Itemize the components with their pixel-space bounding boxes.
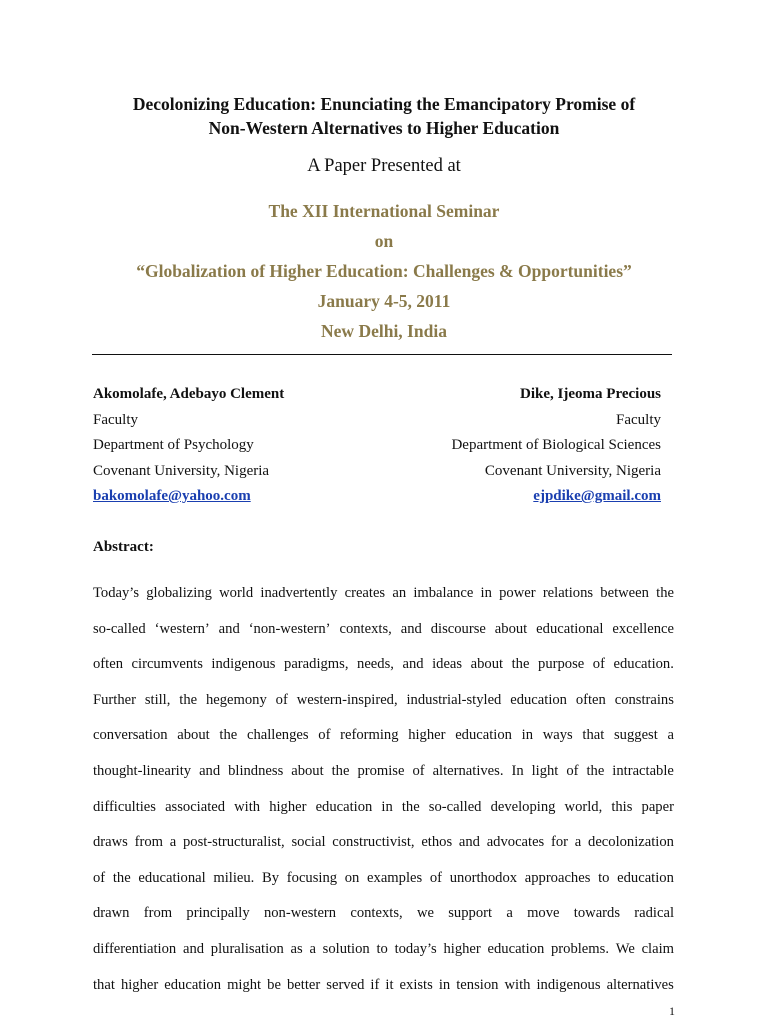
abstract-word: the xyxy=(401,798,420,815)
abstract-word: contexts, xyxy=(350,905,403,922)
abstract-word: ‘non-western’ xyxy=(248,620,331,637)
abstract-line xyxy=(93,861,674,897)
abstract-word: so-called xyxy=(93,620,146,637)
abstract-word: purpose xyxy=(538,656,585,673)
abstract-word: ‘western’ xyxy=(154,620,210,637)
abstract-heading: Abstract: xyxy=(93,539,154,555)
abstract-word: the xyxy=(179,691,198,708)
abstract-word: education xyxy=(164,976,222,993)
abstract-word: blindness xyxy=(228,762,284,779)
abstract-word: of xyxy=(93,869,106,886)
abstract-word: education xyxy=(315,798,373,815)
abstract-word: suggest xyxy=(614,727,658,744)
abstract-word: towards xyxy=(573,905,621,922)
abstract-word: creates xyxy=(344,585,386,601)
abstract-body xyxy=(93,576,674,1003)
abstract-word: education xyxy=(617,869,674,886)
abstract-word: with xyxy=(234,798,261,815)
abstract-word: world, xyxy=(564,798,603,815)
seminar-block xyxy=(0,196,768,346)
abstract-word: a xyxy=(667,727,674,744)
abstract-word: difficulties xyxy=(93,798,156,815)
abstract-word: about xyxy=(494,620,528,637)
abstract-word: radical xyxy=(634,905,674,922)
author-1-institution: Covenant University, Nigeria xyxy=(93,462,270,479)
abstract-word: problems. xyxy=(551,940,609,957)
abstract-word: the xyxy=(331,762,350,779)
abstract-word: often xyxy=(575,691,606,708)
abstract-word: education xyxy=(455,727,512,744)
abstract-word: imbalance xyxy=(413,585,474,601)
abstract-word: a xyxy=(574,834,582,851)
abstract-word: conversation xyxy=(93,727,168,744)
abstract-word: differentiation xyxy=(93,940,177,957)
abstract-word: from xyxy=(134,834,163,851)
abstract-line xyxy=(93,932,674,968)
abstract-word: the xyxy=(656,585,674,601)
abstract-word: constructivist, xyxy=(332,834,415,851)
abstract-line xyxy=(93,647,674,683)
abstract-word: education xyxy=(487,940,545,957)
abstract-word: higher xyxy=(443,940,481,957)
abstract-word: and xyxy=(402,656,424,673)
abstract-word: alternatives. xyxy=(432,762,504,779)
abstract-word: so-called xyxy=(428,798,482,815)
abstract-word: By xyxy=(262,869,280,886)
author-1-email-link[interactable]: bakomolafe@yahoo.com xyxy=(93,488,251,504)
abstract-word: served xyxy=(326,976,365,993)
abstract-word: of xyxy=(412,762,425,779)
paper-title-line-1: Decolonizing Education: Enunciating the Emancipatory Promise of xyxy=(132,94,636,114)
abstract-word: ways xyxy=(542,727,573,744)
abstract-word: education xyxy=(510,691,567,708)
abstract-word: needs, xyxy=(357,656,394,673)
abstract-word: social xyxy=(291,834,326,851)
author-1-role: Faculty xyxy=(93,411,138,428)
abstract-word: better xyxy=(287,976,321,993)
abstract-word: globalizing xyxy=(146,585,212,601)
abstract-word: move xyxy=(527,905,560,922)
abstract-word: relations xyxy=(542,585,594,601)
abstract-word: educational xyxy=(138,869,206,886)
abstract-word: tension xyxy=(456,976,499,993)
abstract-word: about xyxy=(177,727,210,744)
abstract-word: be xyxy=(267,976,281,993)
abstract-word: the xyxy=(511,656,530,673)
seminar-location: New Delhi, India xyxy=(321,321,447,341)
abstract-word: a xyxy=(169,834,177,851)
abstract-word: and xyxy=(458,834,480,851)
abstract-word: an xyxy=(392,585,407,601)
abstract-word: advocates xyxy=(486,834,545,851)
abstract-word: milieu. xyxy=(213,869,255,886)
seminar-name: The XII International Seminar xyxy=(268,201,500,221)
abstract-word: non-western xyxy=(263,905,337,922)
author-2-role: Faculty xyxy=(616,411,661,428)
seminar-theme: “Globalization of Higher Education: Challenges & Opportunities” xyxy=(136,261,632,281)
abstract-word: as xyxy=(290,940,303,957)
abstract-word: contexts, xyxy=(339,620,392,637)
abstract-line xyxy=(93,968,674,1004)
abstract-word: a xyxy=(309,940,316,957)
abstract-word: paradigms, xyxy=(284,656,349,673)
abstract-word: promise xyxy=(357,762,405,779)
abstract-word: from xyxy=(143,905,173,922)
abstract-word: of xyxy=(566,762,579,779)
abstract-word: Today’s xyxy=(93,585,139,601)
abstract-word: hegemony xyxy=(205,691,267,708)
abstract-line xyxy=(93,612,674,648)
abstract-word: for xyxy=(551,834,569,851)
abstract-word: We xyxy=(615,940,635,957)
abstract-word: developing xyxy=(490,798,556,815)
abstract-word: challenges xyxy=(246,727,309,744)
abstract-word: the xyxy=(219,727,238,744)
abstract-word: unorthodox xyxy=(449,869,518,886)
abstract-word: higher xyxy=(120,976,159,993)
abstract-word: world xyxy=(219,585,254,601)
abstract-word: thought-linearity xyxy=(93,762,192,779)
abstract-word: pluralisation xyxy=(210,940,284,957)
seminar-dates: January 4-5, 2011 xyxy=(317,291,451,311)
abstract-word: a xyxy=(506,905,513,922)
abstract-word: industrial-styled xyxy=(406,691,502,708)
author-2-email-link[interactable]: ejpdike@gmail.com xyxy=(533,488,661,504)
author-2-department: Department of Biological Sciences xyxy=(451,437,661,453)
abstract-word: in xyxy=(521,727,533,744)
abstract-word: In xyxy=(511,762,524,779)
author-2 xyxy=(341,382,661,510)
abstract-word: to xyxy=(376,940,388,957)
abstract-line xyxy=(93,754,674,790)
abstract-word: and xyxy=(218,620,240,637)
abstract-word: alternatives xyxy=(606,976,674,993)
abstract-word: circumvents xyxy=(131,656,203,673)
horizontal-divider xyxy=(92,354,672,355)
abstract-word: support xyxy=(448,905,493,922)
author-2-name: Dike, Ijeoma Precious xyxy=(520,386,661,402)
abstract-word: constrains xyxy=(614,691,674,708)
abstract-word: higher xyxy=(408,727,446,744)
abstract-word: reforming xyxy=(340,727,399,744)
abstract-word: often xyxy=(93,656,123,673)
abstract-word: the xyxy=(586,762,605,779)
abstract-word: approaches xyxy=(524,869,591,886)
abstract-word: today’s xyxy=(394,940,437,957)
abstract-word: inadvertently xyxy=(260,585,338,601)
abstract-word: in xyxy=(438,976,451,993)
abstract-word: draws xyxy=(93,834,128,851)
abstract-word: western-inspired, xyxy=(296,691,398,708)
abstract-line xyxy=(93,683,674,719)
abstract-word: claim xyxy=(641,940,674,957)
author-1-department: Department of Psychology xyxy=(93,437,254,453)
abstract-word: educational xyxy=(536,620,604,637)
paper-title xyxy=(60,92,708,140)
presented-at-text: A Paper Presented at xyxy=(307,156,461,176)
abstract-word: between xyxy=(600,585,649,601)
seminar-on: on xyxy=(374,231,394,251)
paper-title-line-2: Non-Western Alternatives to Higher Education xyxy=(208,118,560,138)
abstract-word: ideas xyxy=(432,656,463,673)
page-number: 1 xyxy=(669,1004,675,1018)
abstract-line xyxy=(93,576,674,612)
abstract-line xyxy=(93,825,674,861)
abstract-word: decolonization xyxy=(588,834,674,851)
abstract-word: exists xyxy=(399,976,433,993)
abstract-word: post-structuralist, xyxy=(182,834,285,851)
abstract-word: that xyxy=(93,976,115,993)
abstract-word: we xyxy=(416,905,434,922)
abstract-word: and xyxy=(400,620,422,637)
abstract-word: paper xyxy=(641,798,674,815)
abstract-word: the xyxy=(112,869,131,886)
abstract-word: this xyxy=(611,798,633,815)
abstract-word: about xyxy=(470,656,504,673)
abstract-line xyxy=(93,896,674,932)
abstract-word: education. xyxy=(613,656,674,673)
abstract-word: of xyxy=(592,656,605,673)
abstract-word: discourse xyxy=(430,620,486,637)
abstract-word: still, xyxy=(144,691,171,708)
abstract-word: Further xyxy=(93,691,136,708)
abstract-word: indigenous xyxy=(211,656,276,673)
abstract-word: of xyxy=(429,869,443,886)
abstract-line xyxy=(93,790,674,826)
author-1-name: Akomolafe, Adebayo Clement xyxy=(93,386,285,402)
abstract-word: higher xyxy=(269,798,307,815)
abstract-word: focusing xyxy=(286,869,338,886)
abstract-word: of xyxy=(275,691,288,708)
abstract-word: power xyxy=(499,585,536,601)
abstract-word: with xyxy=(504,976,531,993)
abstract-word: in xyxy=(480,585,492,601)
abstract-word: drawn xyxy=(93,905,130,922)
abstract-word: about xyxy=(291,762,324,779)
abstract-word: of xyxy=(318,727,331,744)
abstract-word: indigenous xyxy=(536,976,601,993)
abstract-word: in xyxy=(381,798,393,815)
abstract-word: ethos xyxy=(421,834,453,851)
author-2-institution: Covenant University, Nigeria xyxy=(484,462,661,479)
abstract-word: solution xyxy=(322,940,370,957)
abstract-word: if xyxy=(370,976,380,993)
abstract-word: and xyxy=(182,940,205,957)
abstract-word: excellence xyxy=(612,620,674,637)
abstract-word: it xyxy=(385,976,394,993)
abstract-word: principally xyxy=(186,905,250,922)
abstract-word: intractable xyxy=(612,762,674,779)
abstract-word: associated xyxy=(165,798,226,815)
abstract-word: that xyxy=(582,727,605,744)
abstract-word: examples xyxy=(367,869,423,886)
abstract-word: and xyxy=(199,762,221,779)
abstract-word: on xyxy=(344,869,360,886)
abstract-line xyxy=(93,718,674,754)
abstract-word: might xyxy=(227,976,262,993)
abstract-word: light xyxy=(531,762,559,779)
abstract-word: to xyxy=(598,869,610,886)
